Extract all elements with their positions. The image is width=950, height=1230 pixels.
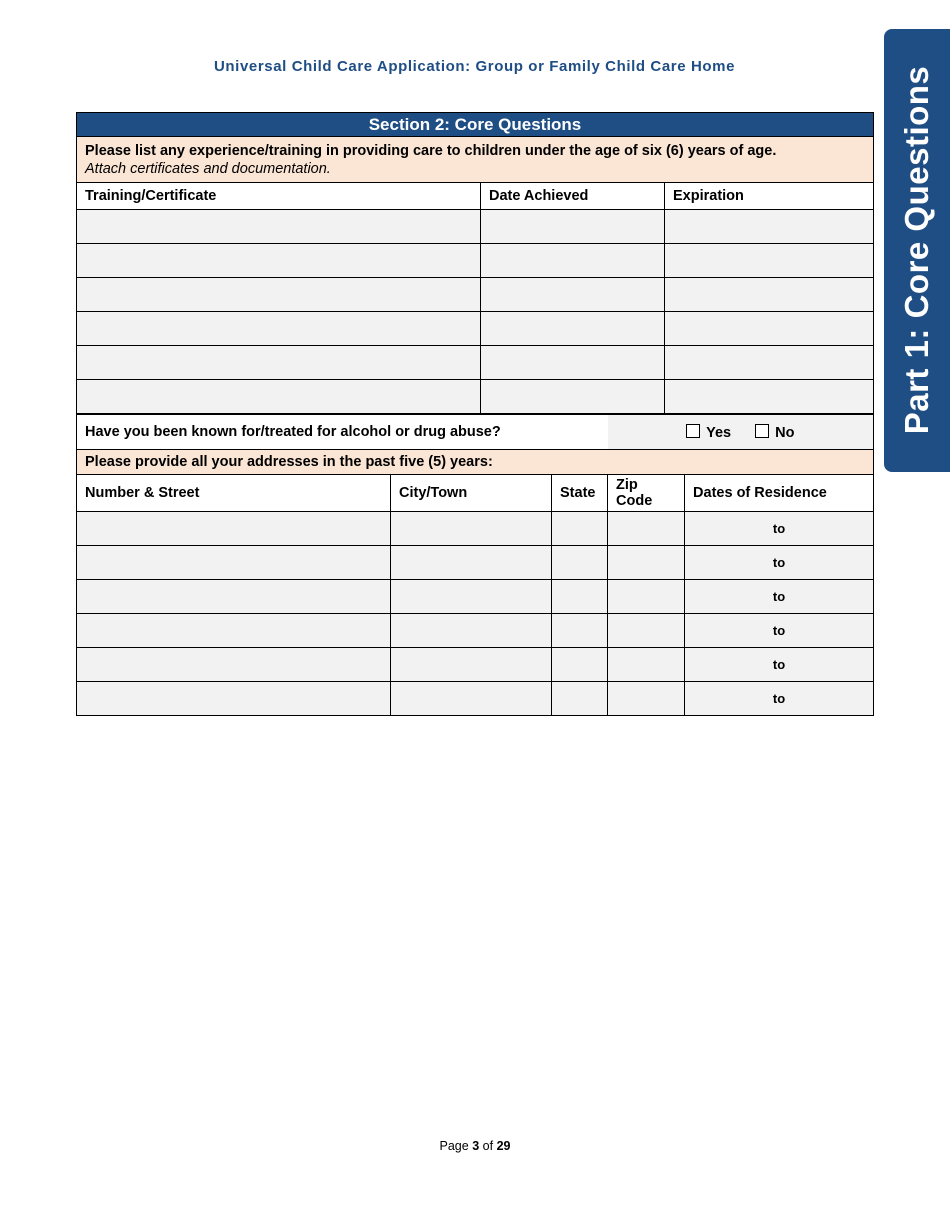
state-field[interactable] <box>552 512 608 546</box>
date-achieved-field[interactable] <box>481 312 665 346</box>
zip-field[interactable] <box>608 580 685 614</box>
col-zip-code: Zip Code <box>608 475 685 512</box>
option-yes[interactable] <box>686 425 731 441</box>
training-table <box>76 112 874 414</box>
experience-instruction <box>77 137 874 183</box>
training-row <box>77 312 874 346</box>
zip-field[interactable] <box>608 614 685 648</box>
address-table <box>76 414 874 716</box>
street-field[interactable] <box>77 682 391 716</box>
date-achieved-field[interactable] <box>481 210 665 244</box>
abuse-question: Have you been known for/treated for alcohol or drug abuse? <box>77 415 608 450</box>
expiration-field[interactable] <box>665 312 874 346</box>
experience-instruction-text: Please list any experience/training in providing care to children under the age of six (6) years of age. <box>85 142 777 159</box>
abuse-question-options <box>608 415 874 450</box>
training-row <box>77 278 874 312</box>
page-prefix: Page <box>439 1139 469 1153</box>
zip-field[interactable] <box>608 512 685 546</box>
col-training-certificate: Training/Certificate <box>77 183 481 210</box>
col-dates-of-residence: Dates of Residence <box>685 475 874 512</box>
street-field[interactable] <box>77 546 391 580</box>
page-separator: of <box>482 1139 494 1153</box>
option-no[interactable] <box>755 425 794 441</box>
col-number-street: Number & Street <box>77 475 391 512</box>
training-row <box>77 244 874 278</box>
training-field[interactable] <box>77 346 481 380</box>
yes-label: Yes <box>706 424 732 441</box>
training-field[interactable] <box>77 312 481 346</box>
training-row <box>77 210 874 244</box>
side-tab-label: Part 1: Core Questions <box>898 65 935 435</box>
expiration-field[interactable] <box>665 210 874 244</box>
document-title: Universal Child Care Application: Group or Family Child Care Home <box>213 58 736 75</box>
page-current: 3 <box>472 1139 480 1153</box>
col-state: State <box>552 475 608 512</box>
expiration-field[interactable] <box>665 278 874 312</box>
expiration-field[interactable] <box>665 380 874 414</box>
dates-field[interactable]: to <box>685 512 874 546</box>
training-field[interactable] <box>77 244 481 278</box>
city-field[interactable] <box>391 546 552 580</box>
training-row <box>77 346 874 380</box>
training-row <box>77 380 874 414</box>
training-field[interactable] <box>77 278 481 312</box>
state-field[interactable] <box>552 648 608 682</box>
dates-field[interactable]: to <box>685 580 874 614</box>
experience-note: Attach certificates and documentation. <box>85 160 331 177</box>
address-row <box>77 648 874 682</box>
col-city-town: City/Town <box>391 475 552 512</box>
zip-field[interactable] <box>608 546 685 580</box>
no-label: No <box>775 424 795 441</box>
state-field[interactable] <box>552 682 608 716</box>
dates-field[interactable]: to <box>685 546 874 580</box>
yes-checkbox[interactable] <box>686 424 700 438</box>
page-number <box>0 1139 950 1153</box>
date-achieved-field[interactable] <box>481 278 665 312</box>
street-field[interactable] <box>77 614 391 648</box>
col-date-achieved: Date Achieved <box>481 183 665 210</box>
city-field[interactable] <box>391 648 552 682</box>
address-instruction: Please provide all your addresses in the past five (5) years: <box>77 450 874 475</box>
state-field[interactable] <box>552 580 608 614</box>
dates-field[interactable]: to <box>685 648 874 682</box>
expiration-field[interactable] <box>665 346 874 380</box>
address-row <box>77 614 874 648</box>
address-row <box>77 546 874 580</box>
state-field[interactable] <box>552 546 608 580</box>
city-field[interactable] <box>391 580 552 614</box>
training-field[interactable] <box>77 210 481 244</box>
address-row <box>77 580 874 614</box>
street-field[interactable] <box>77 580 391 614</box>
dates-field[interactable]: to <box>685 682 874 716</box>
dates-field[interactable]: to <box>685 614 874 648</box>
no-checkbox[interactable] <box>755 424 769 438</box>
col-expiration: Expiration <box>665 183 874 210</box>
address-row <box>77 682 874 716</box>
training-field[interactable] <box>77 380 481 414</box>
zip-field[interactable] <box>608 682 685 716</box>
street-field[interactable] <box>77 512 391 546</box>
date-achieved-field[interactable] <box>481 380 665 414</box>
expiration-field[interactable] <box>665 244 874 278</box>
section-header: Section 2: Core Questions <box>77 113 874 137</box>
city-field[interactable] <box>391 614 552 648</box>
date-achieved-field[interactable] <box>481 346 665 380</box>
zip-field[interactable] <box>608 648 685 682</box>
date-achieved-field[interactable] <box>481 244 665 278</box>
street-field[interactable] <box>77 648 391 682</box>
city-field[interactable] <box>391 512 552 546</box>
page-total: 29 <box>496 1139 511 1153</box>
state-field[interactable] <box>552 614 608 648</box>
address-row <box>77 512 874 546</box>
city-field[interactable] <box>391 682 552 716</box>
side-tab <box>884 29 950 472</box>
